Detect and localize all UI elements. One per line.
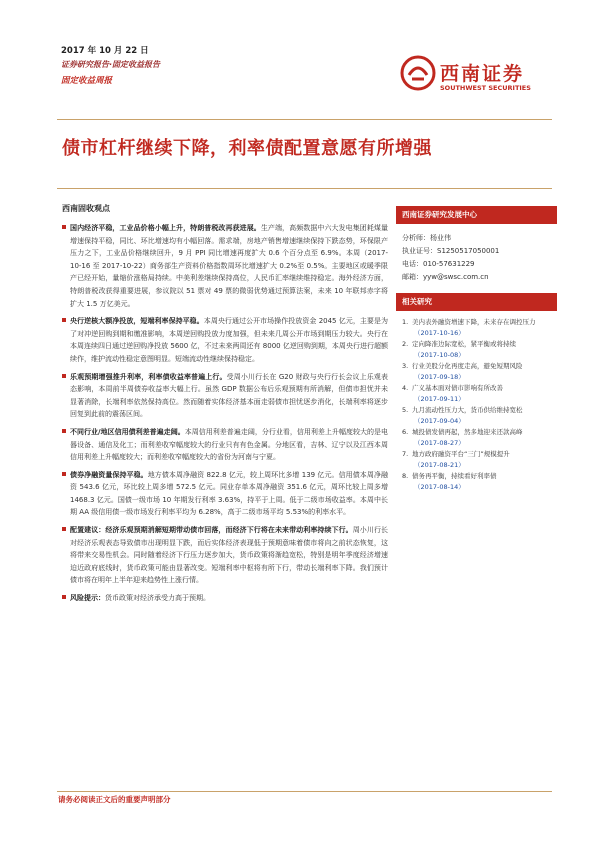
report-date: 2017 年 10 月 22 日 xyxy=(61,46,149,56)
bullet-icon xyxy=(62,595,66,599)
related-num: 6. xyxy=(402,428,409,436)
related-num: 2. xyxy=(402,340,409,348)
report-header xyxy=(61,44,321,88)
logo-text-en: SOUTHWEST SECURITIES xyxy=(440,84,531,92)
paragraph-body: 货币政策对经济承受力高于预期。 xyxy=(105,594,210,603)
related-date: （2017-08-14） xyxy=(414,483,465,491)
paragraph-body: 地方债本周净融资 822.8 亿元，较上周环比多增 139 亿元。信用债本周净融资 543.6 亿元，环比较上周多增 572.5 亿元。同业存单本周净融资 351.6 亿元，周环比较上周多增 1468.3 亿元。国债一级市场 10 年期发行利率 3.63%，持平于上周。低于二级市场收益率。本周中长期 AA 级信用债一级市场发行利率平均为 6.28%，高于二级市场平均 5.53%的利率水平。 xyxy=(70,470,389,517)
related-num: 4. xyxy=(402,384,409,392)
paragraph-lead: 国内经济平稳，工业品价格小幅上升，特朗普税改再获进展。 xyxy=(70,224,261,232)
paragraph xyxy=(62,222,388,310)
paragraph xyxy=(62,469,388,519)
related-date: （2017-09-04） xyxy=(414,417,465,425)
related-title: 债务再平衡，持续看好利率债 xyxy=(412,472,497,480)
paragraph xyxy=(62,371,388,421)
related-date: （2017-10-16） xyxy=(414,329,465,337)
footer-divider xyxy=(57,791,552,792)
related-num: 8. xyxy=(402,472,409,480)
paragraph xyxy=(62,426,388,464)
related-num: 7. xyxy=(402,450,409,458)
analyst-email[interactable]: 邮箱：yyw@swsc.com.cn xyxy=(402,273,489,281)
title-divider-bottom xyxy=(57,188,552,189)
related-date: （2017-08-27） xyxy=(414,439,465,447)
list-item[interactable] xyxy=(402,427,553,449)
paragraph-lead: 不同行业/地区信用债利差普遍走阔。 xyxy=(70,427,185,436)
paragraph-body: 受周小川行长在 G20 财政与央行行长会议上乐观表态影响，本周前半周债券收益率大幅上行。虽然 GDP 数据公布后乐观预期有所消解，但债市担忧并未显著消除，长端利率依然保持高位。然而随着实体经济基本面走弱债市担忧逐步消化，长端利率将逐步回复到此前的震荡区间。 xyxy=(70,372,389,419)
paragraph-body: 周小川行长对经济乐观表态导致债市出现明显下跌，而后实体经济表现低于预期意味着债市将向之前状态恢复，这将带来交易性机会。同时随着经济下行压力逐步加大，货币政策将渐趋宽松，特别是明年季度经济增速迫近政府底线时，货币政策可能由显著改变。短端利率中枢将有所下行，带动长端利率下降。我们预计债市将在明年上半年迎来趋势性上涨行情。 xyxy=(70,526,389,585)
paragraph-body: 生产端，高频数据中六大发电集团耗煤量增速保持平稳，同比、环比增速均有小幅回落。需求端，房地产销售增速继续保持下跌态势，环保限产压力之下，工业品价格继续回升，9 月 PPI 同比增速再度扩大 0.6 个百分点至 6.9%。本周（2017-10-16 至 2017-10-22）商务部生产资料价格指数周环比增速扩大 0.2%至 0.5%。主要地区或暖季限产已经开始，量缩价涨格局持续。中美利差继续保持高位，人民币汇率继续维持稳定。海外经济方面，特朗普税改获得重要进展，参议院以 51 票对 49 票的微弱优势通过预算法案，未来 10 年联邦赤字将扩大 1.5 万亿美元。 xyxy=(70,224,389,308)
report-type: 证券研究报告·固定收益报告 xyxy=(61,60,161,69)
footer-disclaimer: 请务必阅读正文后的重要声明部分 xyxy=(58,795,171,804)
list-item[interactable] xyxy=(402,361,553,383)
title-divider-top xyxy=(57,119,552,120)
related-num: 3. xyxy=(402,362,409,370)
bullet-icon xyxy=(62,429,66,433)
related-title: 地方政府融资平台“三门”规模提升 xyxy=(412,450,510,458)
paragraph xyxy=(62,592,388,605)
related-title: 美内表外融资增速下降，未来存在调控压力 xyxy=(412,318,536,326)
related-date: （2017-09-11） xyxy=(414,395,465,403)
list-item[interactable] xyxy=(402,317,553,339)
research-center-title: 西南证券研究发展中心 xyxy=(396,206,557,224)
list-item[interactable] xyxy=(402,405,553,427)
related-title: 行业美股分化再度走高，避免短期风险 xyxy=(412,362,523,370)
sidebar xyxy=(396,206,557,493)
main-content xyxy=(62,203,388,610)
list-item[interactable] xyxy=(402,471,553,493)
bullet-icon xyxy=(62,527,66,531)
logo-mark-icon xyxy=(400,55,436,91)
paragraph-lead: 央行逆核大额净投放，短端利率保持平稳。 xyxy=(70,317,204,326)
paragraph xyxy=(62,315,388,365)
related-date: （2017-10-08） xyxy=(414,351,465,359)
related-title: 城投债发债再起，然多地迎来还款高峰 xyxy=(412,428,523,436)
analyst-phone: 电话：010-57631229 xyxy=(402,260,475,268)
related-title: 九月流动性压力大，货币供给维持宽松 xyxy=(412,406,523,414)
paragraph-list xyxy=(62,222,388,605)
related-date: （2017-09-18） xyxy=(414,373,465,381)
paragraph-body: 本周央行通过公开市场操作投放资金 2045 亿元，主要是为了对冲逆回购到期和缴准影响，本周逆回购投放力度加强，但未来几周公开市场到期压力较大。央行在本周连续四日通过逆回购净投放 5600 亿，不过未来两周还有 8000 亿逆回购到期，本周央行进行超额续作，维护流动性稳定意图明显。短端流动性继续保持稳定。 xyxy=(70,317,389,363)
section-label: 西南固收观点 xyxy=(62,204,110,213)
paragraph-lead: 债券净融资量保持平稳。 xyxy=(70,470,148,479)
related-num: 5. xyxy=(402,406,409,414)
bullet-icon xyxy=(62,225,66,229)
analyst-license: 执业证号：S1250517050001 xyxy=(402,247,500,255)
logo-text-cn: 西南证券 xyxy=(440,63,525,85)
paragraph-body: 本周信用利差普遍走阔，分行业看，信用利差上升幅度较大的是电器设备、通信及化工；而利差收窄幅度较大的行业只有有色金属。分地区看，吉林、辽宁以及江西本周信用利差上升幅度较大；而利差收窄幅度较大的省份为河南与宁夏。 xyxy=(70,427,389,462)
related-research-list xyxy=(396,311,557,493)
related-date: （2017-08-21） xyxy=(414,461,465,469)
paragraph-lead: 风险提示： xyxy=(70,594,105,603)
list-item[interactable] xyxy=(402,449,553,471)
related-research-title: 相关研究 xyxy=(396,293,557,311)
bullet-icon xyxy=(62,374,66,378)
related-title: 广义基本面对债市影响有所改善 xyxy=(412,384,503,392)
report-subtype: 固定收益周报 xyxy=(61,76,113,86)
paragraph-lead: 乐观预期增强推升利率，利率债收益率普遍上行。 xyxy=(70,372,227,381)
bullet-icon xyxy=(62,472,66,476)
list-item[interactable] xyxy=(402,339,553,361)
page-title: 债市杠杆继续下降，利率债配置意愿有所增强 xyxy=(62,138,432,159)
bullet-icon xyxy=(62,318,66,322)
analyst-contact xyxy=(396,224,557,290)
related-num: 1. xyxy=(402,318,409,326)
paragraph-lead: 配置建议：经济乐观预期消解短期带动债市回落，而经济下行将在未来带动利率持续下行。 xyxy=(70,526,353,535)
list-item[interactable] xyxy=(402,383,553,405)
related-title: 定向降准边际宽松，紧平衡或将持续 xyxy=(412,340,516,348)
company-logo xyxy=(400,55,550,105)
paragraph xyxy=(62,524,388,587)
analyst-name: 分析师：杨业伟 xyxy=(402,234,451,242)
